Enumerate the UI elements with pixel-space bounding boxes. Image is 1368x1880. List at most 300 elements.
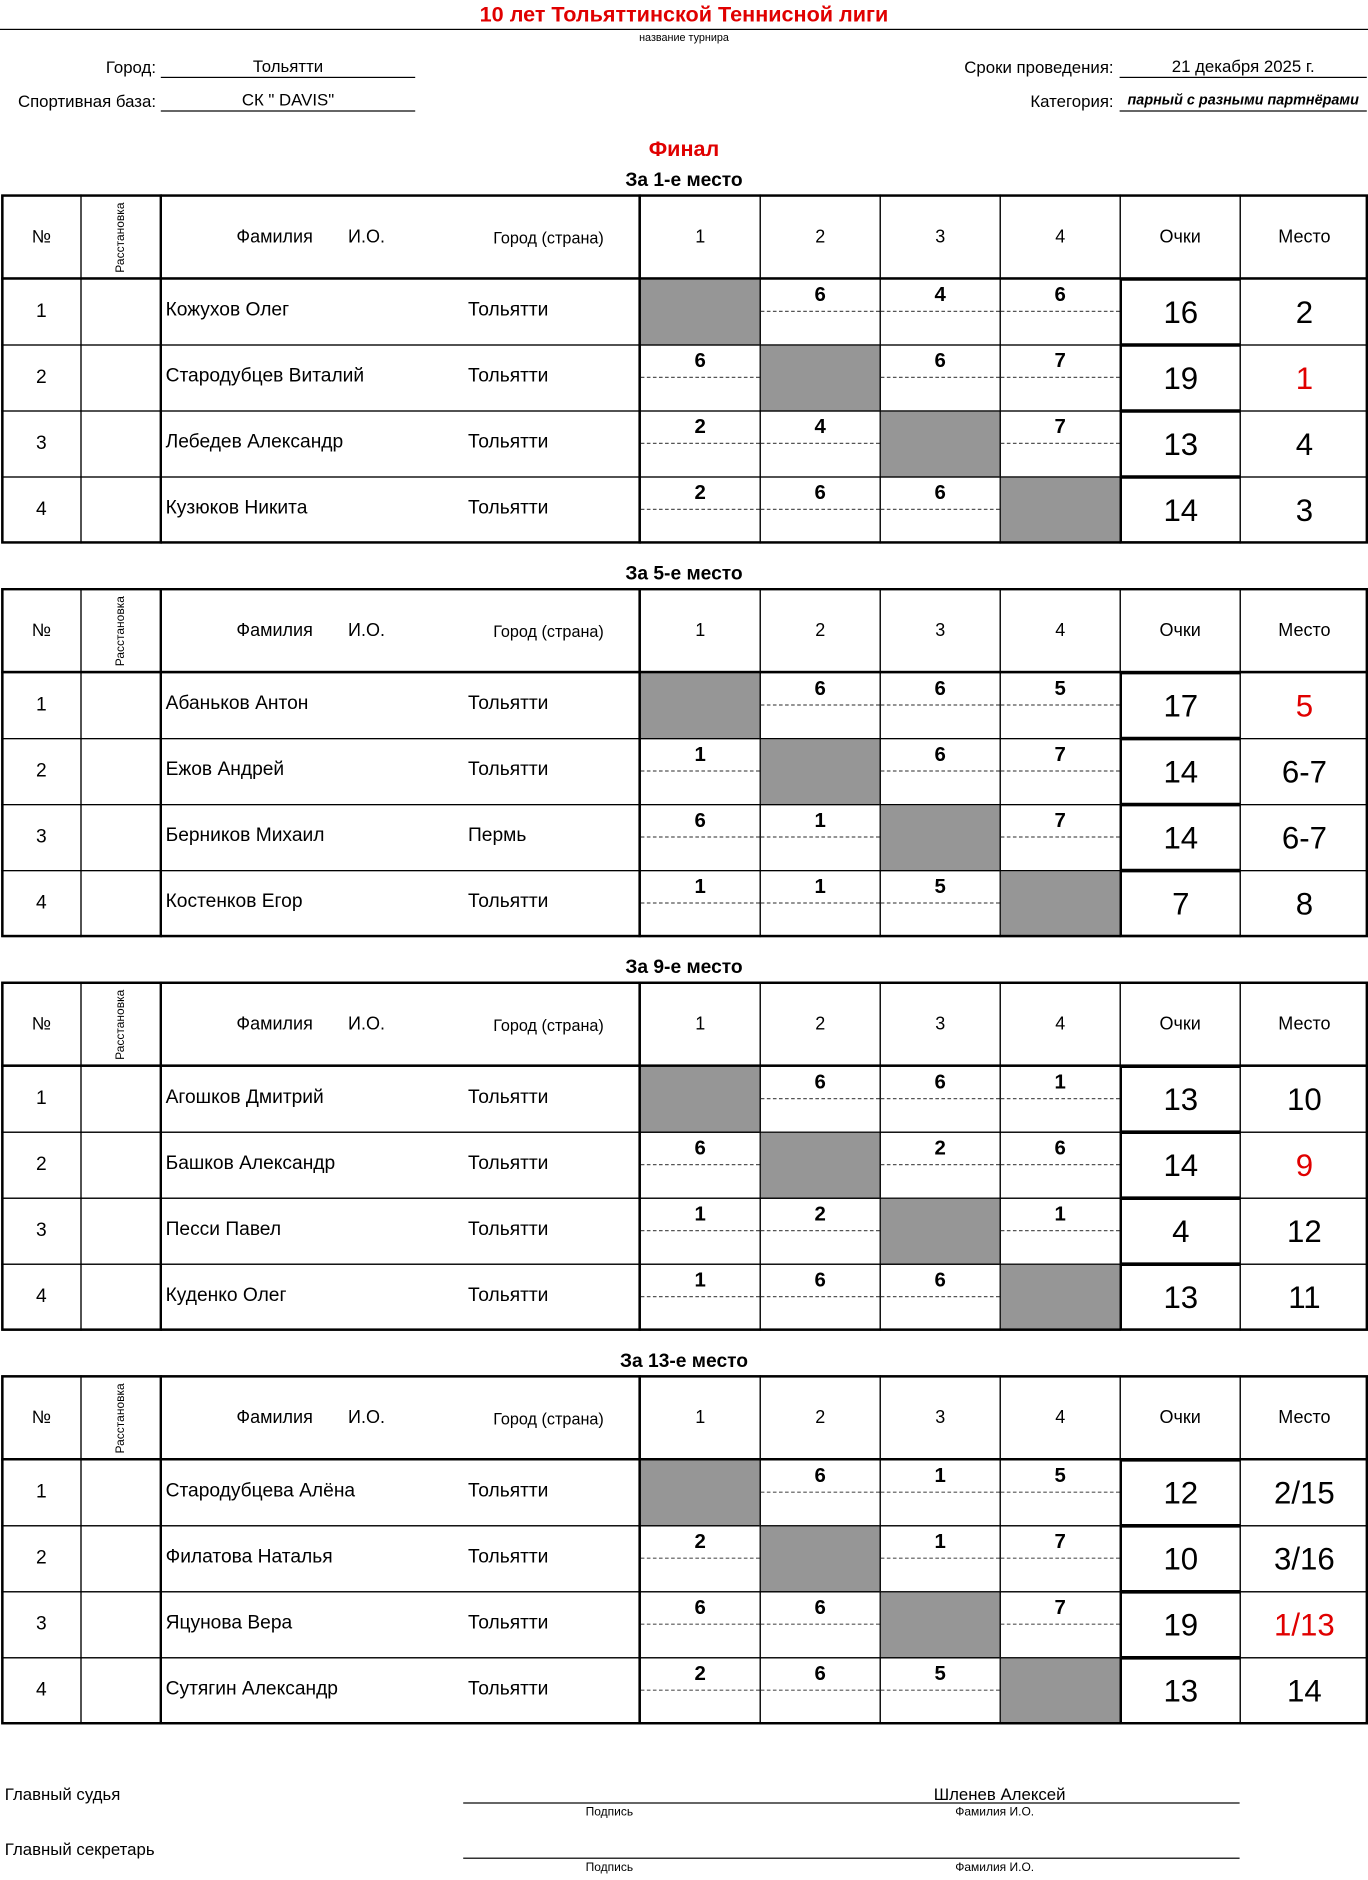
match-score: 6 (814, 1464, 826, 1487)
category-value: парный с разными партнёрами (1120, 90, 1367, 112)
row-number: 3 (1, 1198, 81, 1265)
match-score-cell (760, 672, 881, 739)
player-row (161, 1657, 641, 1724)
match-score-cell (880, 1066, 1001, 1133)
row-number: 3 (1, 804, 81, 871)
self-match-cell (880, 804, 1001, 871)
match-score-cell (760, 1657, 881, 1724)
score-divider (1001, 770, 1120, 771)
seed-name-separator (160, 588, 162, 937)
header-seed-label: Расстановка (114, 989, 128, 1060)
chief-secretary-sign-caption: Подпись (585, 1861, 634, 1875)
row-seed (80, 1525, 162, 1592)
score-divider (881, 1296, 1000, 1297)
match-score-cell (640, 1657, 761, 1724)
header-points: Очки (1120, 1375, 1241, 1460)
header-round-3: 3 (880, 194, 1001, 279)
points-value: 7 (1120, 870, 1241, 937)
points-value: 13 (1120, 410, 1241, 477)
score-divider (761, 1690, 880, 1691)
row-number: 4 (1, 476, 81, 543)
place-value: 6-7 (1240, 804, 1368, 871)
match-score-cell (880, 738, 1001, 805)
header-place: Место (1240, 194, 1368, 279)
match-score-cell (880, 1264, 1001, 1331)
self-match-cell (880, 1198, 1001, 1265)
header-round-1: 1 (640, 982, 761, 1067)
player-name: Стародубцева Алёна (165, 1480, 356, 1502)
match-score-cell (1000, 672, 1121, 739)
group-table (1, 194, 1368, 544)
match-score: 6 (814, 1662, 826, 1685)
row-seed (80, 870, 162, 937)
score-divider (641, 1558, 760, 1559)
self-match-cell (1000, 1264, 1121, 1331)
header-seed-label: Расстановка (114, 201, 128, 273)
match-score-cell (1000, 410, 1121, 477)
match-score-cell (640, 476, 761, 543)
row-seed (80, 672, 162, 739)
match-score-cell (640, 804, 761, 871)
row-number: 1 (1, 1066, 81, 1133)
row-seed (80, 1264, 162, 1331)
player-row (161, 476, 641, 543)
match-score-cell (880, 476, 1001, 543)
match-score-cell (640, 1198, 761, 1265)
row-seed (80, 476, 162, 543)
base-label: Спортивная база: (17, 91, 156, 111)
match-score-cell (640, 1591, 761, 1658)
self-match-cell (880, 410, 1001, 477)
row-seed (80, 278, 162, 345)
city-value: Тольятти (161, 56, 415, 78)
score-divider (641, 377, 760, 378)
chief-judge-name-caption: Фамилия И.О. (955, 1806, 1035, 1820)
match-score: 5 (934, 874, 946, 898)
match-score-cell (880, 1459, 1001, 1526)
match-score-cell (1000, 1591, 1121, 1658)
match-score: 6 (934, 349, 946, 372)
row-seed (80, 804, 162, 871)
score-divider (881, 509, 1000, 510)
match-score-cell (760, 1459, 881, 1526)
header-round-4: 4 (1000, 1375, 1121, 1460)
name-score-separator (638, 982, 640, 1331)
score-divider (761, 1492, 880, 1493)
match-score-cell (640, 410, 761, 477)
match-score: 2 (694, 481, 706, 505)
player-city: Тольятти (468, 1219, 549, 1240)
score-divider (1001, 1492, 1120, 1493)
score-divider (761, 836, 880, 837)
player-row (161, 870, 641, 937)
row-number: 4 (1, 870, 81, 937)
points-value: 4 (1120, 1198, 1241, 1265)
header-initials: И.О. (348, 1407, 385, 1428)
match-score-cell (880, 1132, 1001, 1199)
header-separator (1, 671, 1368, 673)
score-divider (1001, 1558, 1120, 1559)
header-round-1: 1 (640, 1375, 761, 1460)
row-seed (80, 738, 162, 805)
score-divider (641, 1690, 760, 1691)
row-number: 2 (1, 1132, 81, 1199)
match-score: 2 (694, 1530, 706, 1553)
score-divider (641, 1164, 760, 1165)
match-score-cell (640, 1525, 761, 1592)
self-match-cell (760, 344, 881, 411)
match-score-cell (760, 1198, 881, 1265)
place-value: 3 (1240, 476, 1368, 543)
match-score: 7 (1054, 742, 1066, 766)
player-city: Тольятти (468, 693, 549, 714)
match-score: 6 (1054, 283, 1066, 306)
place-value: 8 (1240, 870, 1368, 937)
self-match-cell (1000, 1657, 1121, 1724)
match-score: 5 (934, 1662, 946, 1685)
score-divider (761, 1624, 880, 1625)
score-divider (641, 836, 760, 837)
match-score: 2 (694, 415, 706, 439)
header-round-3: 3 (880, 1375, 1001, 1460)
match-score: 5 (1054, 676, 1066, 700)
header-name-city (161, 1375, 641, 1460)
player-name: Сутягин Александр (165, 1678, 338, 1700)
player-city: Тольятти (468, 1678, 549, 1700)
player-name: Яцунова Вера (165, 1612, 293, 1634)
match-score-cell (1000, 1132, 1121, 1199)
self-match-cell (640, 1066, 761, 1133)
header-round-4: 4 (1000, 982, 1121, 1067)
match-score: 6 (814, 283, 826, 306)
header-round-2: 2 (760, 588, 881, 673)
match-score: 1 (694, 742, 706, 766)
player-row (161, 804, 641, 871)
match-score: 6 (694, 1596, 706, 1619)
match-score-cell (760, 410, 881, 477)
score-divider (1001, 704, 1120, 705)
match-score: 4 (814, 415, 826, 439)
header-name-city (161, 588, 641, 673)
player-row (161, 672, 641, 739)
chief-judge-line (463, 1802, 1239, 1803)
match-score-cell (880, 1657, 1001, 1724)
player-name: Филатова Наталья (165, 1546, 333, 1568)
header-separator (1, 277, 1368, 279)
match-score: 1 (694, 1202, 706, 1226)
chief-judge-name: Шленев Алексей (933, 1784, 1066, 1804)
self-match-cell (640, 672, 761, 739)
self-match-cell (640, 278, 761, 345)
player-row (161, 1198, 641, 1265)
header-city: Город (страна) (493, 1016, 604, 1035)
player-city: Тольятти (468, 498, 549, 519)
group-title: За 9-е место (625, 957, 743, 979)
score-divider (1001, 836, 1120, 837)
match-score-cell (1000, 1459, 1121, 1526)
chief-judge-sign-caption: Подпись (585, 1806, 634, 1820)
score-divider (1001, 1098, 1120, 1099)
place-value: 5 (1240, 672, 1368, 739)
title-rule (0, 29, 1368, 30)
match-score-cell (760, 1264, 881, 1331)
points-value: 14 (1120, 476, 1241, 543)
place-value: 12 (1240, 1198, 1368, 1265)
header-separator (1, 1064, 1368, 1066)
player-name: Агошков Дмитрий (165, 1087, 324, 1108)
group-table (1, 982, 1368, 1332)
chief-secretary-line (463, 1858, 1239, 1859)
row-number: 1 (1, 1459, 81, 1526)
score-divider (641, 1296, 760, 1297)
row-number: 4 (1, 1657, 81, 1724)
self-match-cell (1000, 870, 1121, 937)
header-seed (80, 194, 162, 279)
header-place: Место (1240, 1375, 1368, 1460)
match-score-cell (760, 1066, 881, 1133)
player-row (161, 1525, 641, 1592)
self-match-cell (760, 1132, 881, 1199)
row-seed (80, 1066, 162, 1133)
name-score-separator (638, 194, 640, 543)
player-name: Башков Александр (165, 1153, 336, 1174)
score-divider (1001, 311, 1120, 312)
match-score: 6 (694, 808, 706, 832)
seed-name-separator (160, 194, 162, 543)
score-divider (641, 443, 760, 444)
match-score: 7 (1054, 349, 1066, 372)
row-number: 2 (1, 1525, 81, 1592)
match-score: 6 (934, 742, 946, 766)
header-num: № (1, 982, 81, 1067)
match-score-cell (1000, 1525, 1121, 1592)
match-score-cell (640, 870, 761, 937)
row-seed (80, 1459, 162, 1526)
group-table (1, 588, 1368, 938)
group-table (1, 1375, 1368, 1725)
player-name: Стародубцев Виталий (165, 366, 365, 387)
header-seed (80, 1375, 162, 1460)
score-divider (1001, 1230, 1120, 1231)
place-value: 11 (1240, 1264, 1368, 1331)
place-value: 9 (1240, 1132, 1368, 1199)
header-round-1: 1 (640, 194, 761, 279)
row-number: 2 (1, 738, 81, 805)
header-num: № (1, 588, 81, 673)
header-points: Очки (1120, 588, 1241, 673)
player-name: Костенков Егор (165, 891, 303, 913)
match-score: 6 (814, 1268, 826, 1292)
place-value: 1 (1240, 344, 1368, 411)
score-divider (641, 902, 760, 903)
place-value: 2 (1240, 278, 1368, 345)
match-score: 2 (814, 1202, 826, 1226)
match-score-cell (760, 278, 881, 345)
match-score: 6 (814, 1596, 826, 1619)
place-value: 1/13 (1240, 1591, 1368, 1658)
score-divider (761, 1098, 880, 1099)
points-value: 13 (1120, 1264, 1241, 1331)
match-score: 6 (694, 1136, 706, 1160)
points-value: 19 (1120, 1591, 1241, 1658)
match-score: 4 (934, 283, 946, 306)
match-score: 1 (814, 808, 826, 832)
match-score-cell (640, 1132, 761, 1199)
player-name: Кожухов Олег (165, 300, 290, 321)
score-divider (641, 1624, 760, 1625)
match-score: 7 (1054, 1530, 1066, 1553)
header-initials: И.О. (348, 226, 385, 248)
row-seed (80, 1198, 162, 1265)
header-round-4: 4 (1000, 194, 1121, 279)
header-initials: И.О. (348, 1014, 385, 1035)
match-score-cell (880, 1525, 1001, 1592)
score-divider (641, 509, 760, 510)
player-city: Тольятти (468, 432, 549, 453)
points-value: 14 (1120, 1132, 1241, 1199)
header-round-3: 3 (880, 588, 1001, 673)
header-round-4: 4 (1000, 588, 1121, 673)
match-score-cell (880, 870, 1001, 937)
score-divider (881, 1098, 1000, 1099)
header-points: Очки (1120, 982, 1241, 1067)
player-city: Тольятти (468, 759, 549, 781)
match-score: 6 (694, 349, 706, 372)
points-value: 14 (1120, 738, 1241, 805)
match-score: 1 (934, 1530, 946, 1553)
points-value: 14 (1120, 804, 1241, 871)
score-divider (761, 704, 880, 705)
self-match-cell (640, 1459, 761, 1526)
score-divider (881, 1164, 1000, 1165)
player-name: Песси Павел (165, 1219, 282, 1240)
seed-name-separator (160, 1375, 162, 1724)
row-seed (80, 1132, 162, 1199)
match-score-cell (760, 1591, 881, 1658)
score-divider (881, 902, 1000, 903)
header-city: Город (страна) (493, 229, 604, 248)
header-seed-label: Расстановка (114, 1382, 128, 1453)
player-city: Тольятти (468, 1480, 549, 1502)
player-row (161, 278, 641, 345)
row-number: 1 (1, 278, 81, 345)
header-name-city (161, 982, 641, 1067)
player-name: Абаньков Антон (165, 693, 309, 714)
header-place: Место (1240, 588, 1368, 673)
player-row (161, 344, 641, 411)
chief-secretary-label: Главный секретарь (4, 1839, 155, 1859)
match-score: 6 (814, 1070, 826, 1094)
tournament-title: 10 лет Тольяттинской Теннисной лиги (479, 2, 889, 27)
row-number: 2 (1, 344, 81, 411)
header-separator (1, 1458, 1368, 1460)
match-score-cell (640, 344, 761, 411)
points-value: 13 (1120, 1066, 1241, 1133)
score-divider (881, 1492, 1000, 1493)
row-seed (80, 1591, 162, 1658)
match-score: 6 (814, 676, 826, 700)
match-score-cell (760, 804, 881, 871)
match-score: 1 (934, 1464, 946, 1487)
player-row (161, 738, 641, 805)
score-divider (1001, 1624, 1120, 1625)
row-seed (80, 1657, 162, 1724)
place-value: 6-7 (1240, 738, 1368, 805)
player-city: Тольятти (468, 366, 549, 387)
header-num: № (1, 1375, 81, 1460)
seed-name-separator (160, 982, 162, 1331)
player-city: Тольятти (468, 1285, 549, 1306)
place-value: 2/15 (1240, 1459, 1368, 1526)
match-score: 2 (934, 1136, 946, 1160)
match-score-cell (1000, 804, 1121, 871)
match-score-cell (1000, 344, 1121, 411)
header-round-2: 2 (760, 194, 881, 279)
match-score: 1 (694, 874, 706, 898)
chief-secretary-name-caption: Фамилия И.О. (955, 1861, 1035, 1875)
header-surname: Фамилия (236, 620, 313, 641)
points-value: 13 (1120, 1657, 1241, 1724)
header-initials: И.О. (348, 620, 385, 641)
player-row (161, 1591, 641, 1658)
score-divider (881, 704, 1000, 705)
points-value: 10 (1120, 1525, 1241, 1592)
match-score: 1 (1054, 1202, 1066, 1226)
match-score: 1 (1054, 1070, 1066, 1094)
self-match-cell (760, 738, 881, 805)
player-name: Куденко Олег (165, 1285, 287, 1306)
row-number: 3 (1, 1591, 81, 1658)
points-value: 12 (1120, 1459, 1241, 1526)
player-city: Тольятти (468, 891, 549, 913)
player-name: Лебедев Александр (165, 432, 344, 453)
group-title: За 13-е место (620, 1351, 748, 1372)
group-title: За 5-е место (625, 564, 743, 585)
score-divider (881, 770, 1000, 771)
score-divider (881, 377, 1000, 378)
match-score-cell (760, 476, 881, 543)
score-divider (881, 1690, 1000, 1691)
header-seed (80, 982, 162, 1067)
name-score-separator (638, 588, 640, 937)
category-label: Категория: (1030, 91, 1114, 111)
match-score: 6 (934, 481, 946, 505)
row-number: 3 (1, 410, 81, 477)
player-city: Тольятти (468, 1612, 549, 1634)
place-value: 4 (1240, 410, 1368, 477)
player-name: Ежов Андрей (165, 759, 285, 781)
match-score: 1 (694, 1268, 706, 1292)
score-divider (881, 311, 1000, 312)
match-score: 6 (934, 676, 946, 700)
row-seed (80, 344, 162, 411)
chief-judge-label: Главный судья (4, 1784, 121, 1804)
dates-value: 21 декабря 2025 г. (1120, 56, 1367, 78)
score-divider (641, 770, 760, 771)
score-divider (881, 1558, 1000, 1559)
score-divider (1001, 1164, 1120, 1165)
match-score: 7 (1054, 415, 1066, 439)
name-score-separator (638, 1375, 640, 1724)
match-score-cell (760, 870, 881, 937)
header-place: Место (1240, 982, 1368, 1067)
match-score: 2 (694, 1662, 706, 1685)
match-score: 7 (1054, 808, 1066, 832)
header-name-city (161, 194, 641, 279)
header-city: Город (страна) (493, 622, 604, 641)
player-row (161, 410, 641, 477)
header-points: Очки (1120, 194, 1241, 279)
